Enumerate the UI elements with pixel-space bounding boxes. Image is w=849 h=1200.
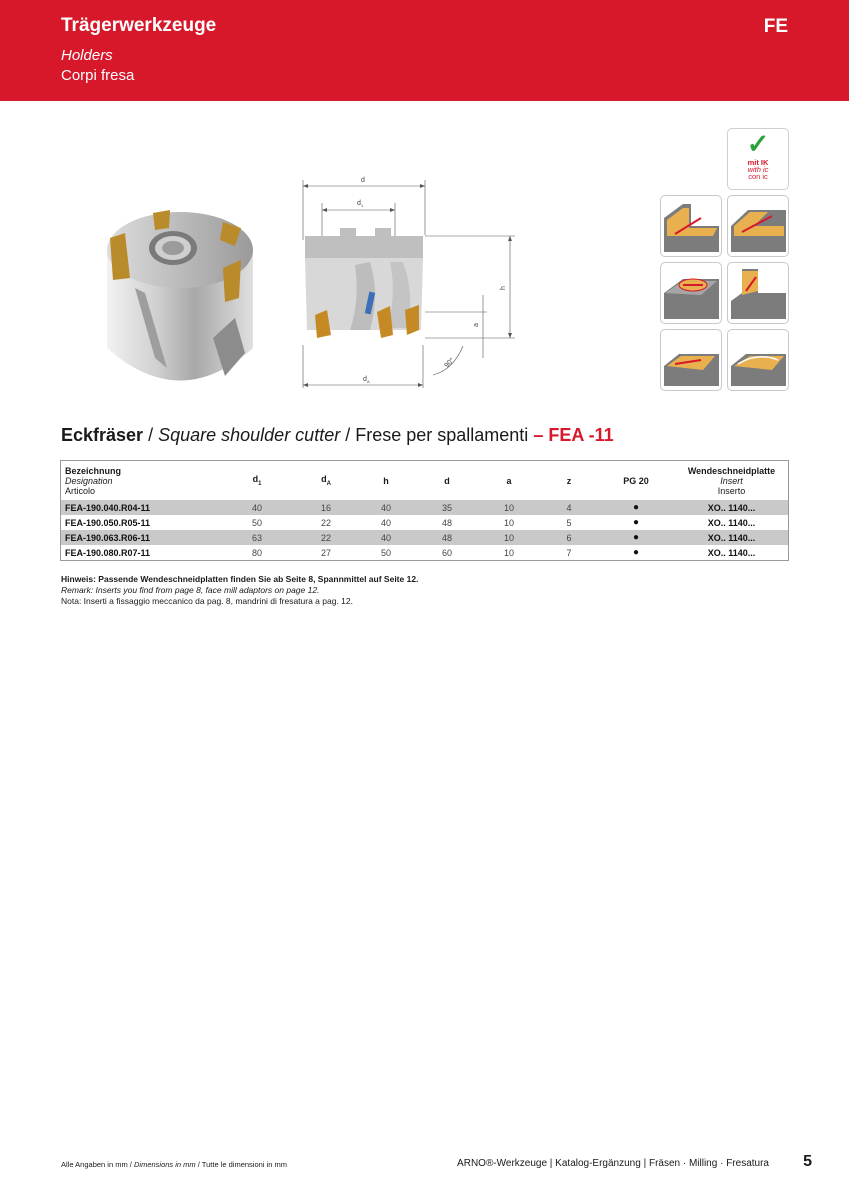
col-ins-label: Insert [720,475,743,486]
cell-a: 10 [503,547,514,558]
col-ws-label: Wendeschneidplatte [687,465,776,476]
footer-units [61,1160,287,1169]
cell-h: 40 [355,500,417,515]
col-a: a [506,475,512,486]
col-da-sub: A [326,480,331,487]
col-bez-label: Bezeichnung [65,465,122,476]
header-subtitle-it: Corpi fresa [61,67,135,84]
cell-insert: XO.. 1140... [707,517,756,528]
table-header-row [61,461,789,501]
step-milling-icon [727,262,789,324]
cell-pg20: ● [597,500,675,515]
col-d1 [217,461,297,501]
operation-icons [660,195,792,395]
cell-id: FEA-190.063.R06-11 [61,530,218,545]
footer-units-de: Alle Angaben in mm [61,1160,128,1169]
cell-h: 50 [380,547,391,558]
pocket-milling-icon [660,262,722,324]
col-art-label: Articolo [65,485,96,496]
dim-d-top: d [361,177,365,184]
cell-d: 35 [417,500,477,515]
section-title [61,425,614,446]
checkmark-icon: ✓ [746,129,770,159]
footer-units-it: Tutte le dimensioni in mm [201,1160,287,1169]
cell-pg20: ● [632,547,640,558]
cell-d1: 50 [251,517,262,528]
col-d1-sub: 1 [258,480,262,487]
cell-a: 10 [477,530,541,545]
col-pg20: PG 20 [623,475,649,486]
cell-insert: XO.. 1140... [707,547,756,558]
title-it: Frese per spallamenti [355,425,529,445]
ramping-icon [660,329,722,391]
footer-units-sep-1: / [127,1160,134,1169]
cell-insert: XO.. 1140... [675,530,789,545]
cell-z: 5 [566,517,572,528]
cell-da: 27 [320,547,331,558]
cell-da: 22 [297,530,355,545]
dim-h: h [500,286,507,290]
dim-angle: 90° [443,356,456,370]
footer-units-en: Dimensions in mm [133,1160,196,1169]
badge-text-de: mit IK [747,158,769,167]
cell-da: 22 [320,517,331,528]
table-row [61,515,789,530]
col-da-label: d [321,474,327,485]
footer-units-sep-2: / [195,1160,202,1169]
col-z: z [566,475,572,486]
title-de: Eckfräser [61,425,144,445]
dim-d1-top: d [357,200,361,207]
cell-d1: 80 [251,547,262,558]
cell-d1: 40 [217,500,297,515]
col-d1-label: d [252,474,259,485]
header-subtitle-en: Holders [61,47,113,64]
cell-pg20: ● [632,517,640,528]
col-h: h [383,475,389,486]
title-sep-2: / [340,425,356,445]
col-des-label: Designation [65,475,113,486]
cell-insert: XO.. 1140... [675,500,789,515]
col-da [297,461,355,501]
coolant-badge [727,128,789,190]
note-de: Hinweis: Passende Wendeschneidplatten finden Sie ab Seite 8, Spannmittel auf Seite 12. [61,574,419,584]
page-header [0,0,849,101]
cell-a: 10 [477,500,541,515]
header-title: Trägerwerkzeuge [61,15,217,36]
table-row [61,545,789,561]
cell-h: 40 [355,530,417,545]
cell-d1: 63 [217,530,297,545]
dim-a: a [473,323,480,327]
title-sep-1: / [143,425,159,445]
col-d: d [444,475,450,486]
technical-drawing [295,170,520,400]
dim-da-bottom: d [363,376,367,383]
shoulder-milling-icon [660,195,722,257]
dim-da-bottom-sub: A [367,379,370,384]
section-code: FE [763,16,788,37]
table-row [61,530,789,545]
title-en: Square shoulder cutter [158,425,341,445]
cell-h: 40 [380,517,391,528]
cell-z: 4 [541,500,597,515]
table-row [61,500,789,515]
page-number: 5 [803,1153,812,1170]
cell-id: FEA-190.040.R04-11 [61,500,218,515]
cell-id: FEA-190.050.R05-11 [65,517,151,528]
dim-d1-top-sub: 1 [361,203,364,208]
col-designation [61,461,218,501]
face-milling-icon [727,329,789,391]
cell-d: 48 [441,517,452,528]
cell-da: 16 [297,500,355,515]
badge-text-en: with ic [747,165,769,174]
footer-catalog: ARNO®-Werkzeuge | Katalog-Ergänzung | Fräsen · Milling · Fresatura [457,1158,769,1169]
badge-text-it: con ic [748,172,768,181]
cell-z: 6 [541,530,597,545]
product-photo [95,198,265,398]
cell-a: 10 [503,517,514,528]
note-en: Remark: Inserts you find from page 8, face mill adaptors on page 12. [61,585,320,595]
col-inserto-label: Inserto [717,485,746,496]
cell-id: FEA-190.080.R07-11 [65,547,151,558]
slot-milling-icon [727,195,789,257]
note-it: Nota: Inserti a fissaggio meccanico da pag. 8, mandrini di fresatura a pag. 12. [61,596,353,606]
cell-pg20: ● [597,530,675,545]
notes [61,574,418,607]
col-insert [675,461,789,501]
title-code: – FEA -11 [533,425,614,445]
product-table [60,460,789,561]
cell-z: 7 [566,547,572,558]
cell-d: 48 [417,530,477,545]
cell-d: 60 [441,547,452,558]
